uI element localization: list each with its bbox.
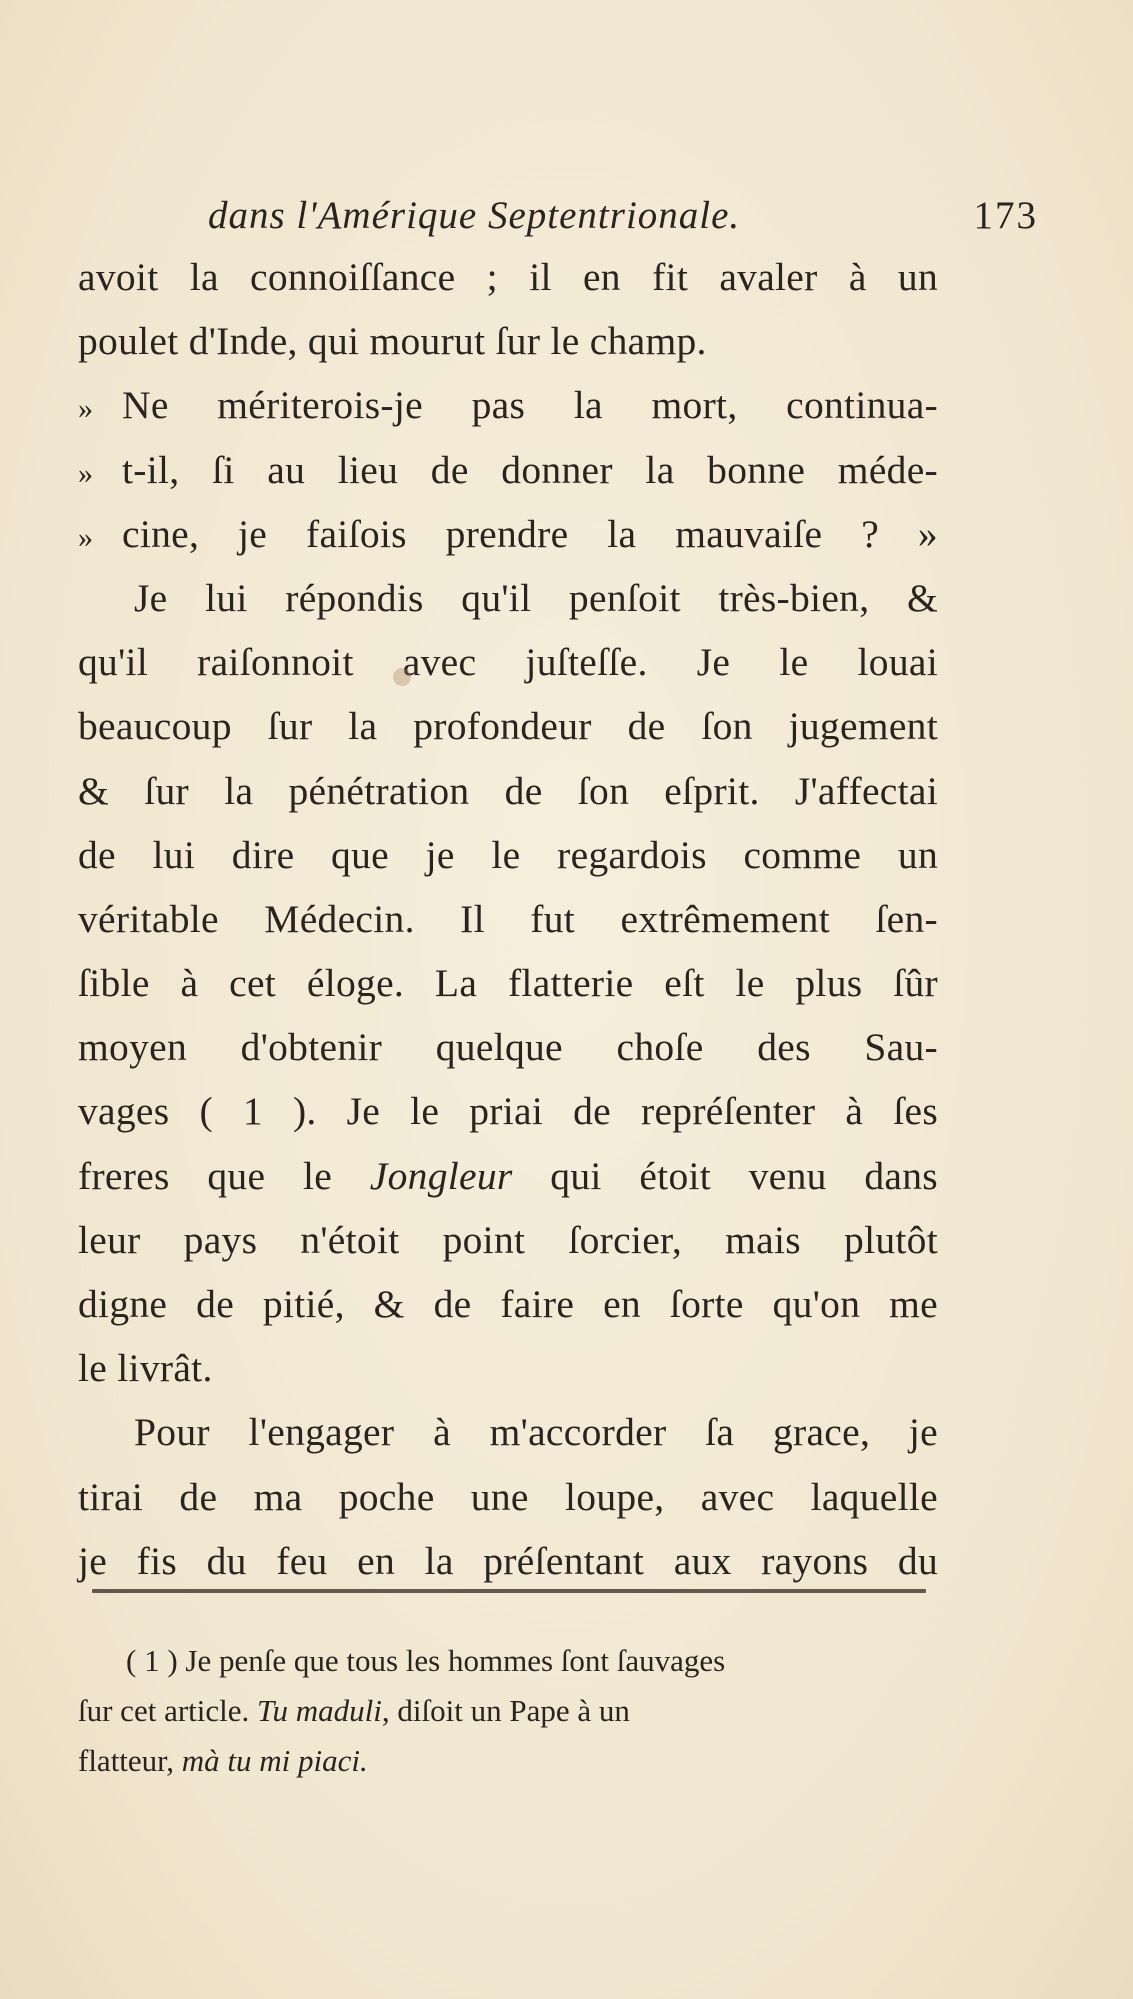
running-head <box>208 193 1038 243</box>
page-number: 173 <box>973 194 1038 237</box>
text-span-italic: mà tu mi piaci. <box>181 1743 368 1778</box>
text-span: freres que le <box>78 1153 333 1198</box>
text-line: de lui dire que je le regardois comme un <box>78 832 938 877</box>
text-line: je fis du feu en la préſentant aux rayons du <box>78 1538 938 1583</box>
quote-mark: » <box>78 392 94 426</box>
text-span: ſur cet article. <box>78 1693 250 1728</box>
text-line: vages ( 1 ). Je le priai de repréſenter à ſes <box>78 1089 938 1134</box>
text-line: moyen d'obtenir quelque choſe des Sau- <box>78 1025 938 1070</box>
text-line <box>78 438 938 502</box>
text-line: digne de pitié, & de faire en ſorte qu'on me <box>78 1282 938 1326</box>
footnote-divider <box>92 1589 926 1593</box>
text-line: & ſur la pénétration de ſon eſprit. J'affectai <box>78 768 938 813</box>
text-span-italic: Jongleur <box>369 1153 513 1198</box>
text-line: leur pays n'étoit point ſorcier, mais plutôt <box>78 1217 938 1262</box>
quote-mark: » <box>78 520 94 554</box>
quote-mark: » <box>78 456 94 490</box>
body-text <box>78 245 938 1593</box>
text-line: Je lui répondis qu'il penſoit très-bien, & <box>134 575 938 620</box>
text-span: t-il, ſi au lieu de donner la bonne méde- <box>122 447 938 492</box>
text-span-italic: Tu maduli <box>257 1693 382 1728</box>
text-span: Ne mériterois-je pas la mort, continua- <box>122 383 938 428</box>
text-span: qui étoit venu dans <box>550 1153 938 1198</box>
text-span: , diſoit un Pape à un <box>381 1693 630 1728</box>
footnote-line: ( 1 ) Je penſe que tous les hommes ſont ſauvages <box>126 1643 726 1678</box>
text-line: ſible à cet éloge. La flatterie eſt le plus ſûr <box>78 961 938 1006</box>
text-span: cine, je faiſois prendre la mauvaiſe ? » <box>122 511 938 556</box>
text-line <box>78 373 938 437</box>
footnote <box>78 1636 938 1786</box>
text-line <box>78 1144 938 1208</box>
text-line: poulet d'Inde, qui mourut ſur le champ. <box>78 319 707 364</box>
text-line: beaucoup ſur la profondeur de ſon jugement <box>78 704 938 749</box>
running-title: dans l'Amérique Septentrionale. <box>208 194 741 237</box>
footnote-line <box>78 1686 938 1736</box>
footnote-line <box>78 1736 938 1786</box>
text-span: flatteur, <box>78 1743 175 1778</box>
text-line: avoit la connoiſſance ; il en fit avaler à un <box>78 255 938 299</box>
text-line: tirai de ma poche une loupe, avec laquelle <box>78 1474 938 1519</box>
text-line <box>78 502 938 566</box>
paper-stain <box>393 668 411 686</box>
text-line: qu'il raiſonnoit avec juſteſſe. Je le louai <box>78 640 938 685</box>
text-line: le livrât. <box>78 1346 213 1391</box>
text-line: Pour l'engager à m'accorder ſa grace, je <box>134 1410 938 1455</box>
text-line: véritable Médecin. Il fut extrêmement ſen- <box>78 896 938 941</box>
